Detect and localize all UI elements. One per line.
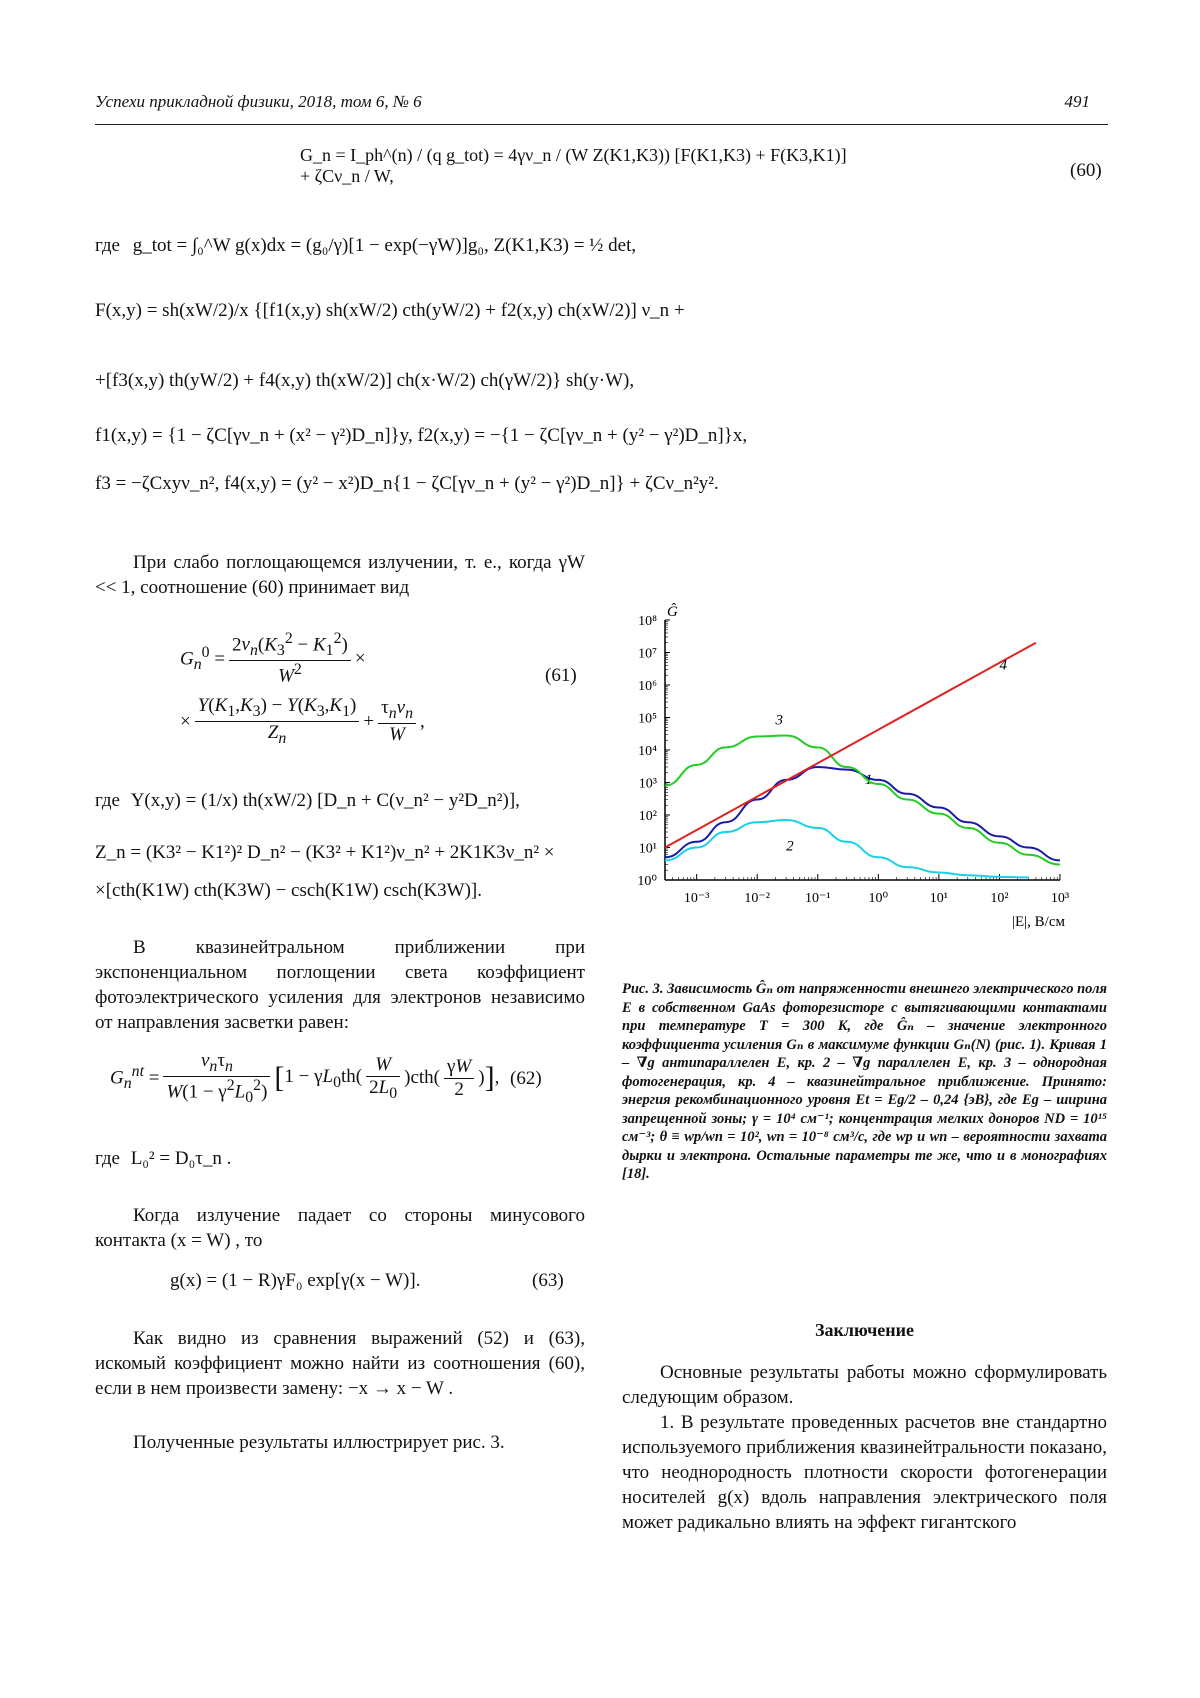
eq61-fraction-3: $\frac{\tau_n\nu_n}{W}$	[378, 697, 416, 746]
eq61-fraction-1: $\frac{2\nu_n(K_3^2 - K_1^2)}{W^2}$	[229, 630, 351, 687]
equation-63: g(x) = (1 − R)γF₀ exp[γ(x − W)].	[170, 1270, 421, 1291]
eq62-fraction-3: $\frac{\gamma W}{2}$	[444, 1056, 474, 1101]
eq61-fraction-2: $\frac{Y(K_1,K_3) - Y(K_3,K_1)}{Z_n}$	[195, 695, 360, 748]
equation-60	[300, 145, 860, 187]
equation-61-Z-line2: ×[cth(K1W) cth(K3W) − csch(K1W) csch(K3W)].	[95, 880, 483, 901]
paragraph-minus-contact: Когда излучение падает со стороны минусового контакта (x = W) , то	[95, 1205, 585, 1251]
equation-62-number: (62)	[510, 1068, 542, 1089]
conclusion-paragraph-2: 1. В результате проведенных расчетов вне стандартно используемого приближения квазинейтральности показано, что неоднородность плотности скорости фотогенерации носителей g(x) вдоль направления электрического поля может радикально влиять на эффект гигантского	[622, 1412, 1107, 1533]
x-tick-label: 10¹	[929, 891, 948, 906]
equation-62: $G_n^{nt}$ = $\frac{\nu_n\tau_n}{W(1 - \gamma^2L_0^2)}$ [ $1 - \gamma L_0th$( $\frac{W}{2L_0}$ )cth( $\frac{\gamma W}{2}$ ) ] ,	[110, 1050, 500, 1106]
equation-61-Z-line1: Z_n = (K3² − K1²)² D_n² − (K3² + K1²)ν_n² + 2K1K3ν_n² ×	[95, 842, 555, 863]
header-rule	[95, 124, 1108, 125]
equation-F-line1: F(x,y) = sh(xW/2)/x {[f1(x,y) sh(xW/2) cth(yW/2) + f2(x,y) ch(xW/2)] ν_n +	[95, 300, 685, 321]
conclusion-heading: Заключение	[815, 1320, 914, 1340]
eq62-fraction-2: $\frac{W}{2L_0}$	[366, 1054, 400, 1103]
x-tick-label: 10⁻³	[683, 891, 710, 906]
conclusion-paragraph-1: Основные результаты работы можно сформулировать следующим образом.	[622, 1362, 1107, 1408]
equation-61-where-Y	[95, 790, 595, 812]
equation-60-where	[95, 235, 1095, 257]
x-tick-label: 10⁻¹	[804, 891, 831, 906]
series-2-label: 2	[786, 838, 794, 855]
page-number: 491	[1064, 92, 1090, 111]
series-1-label: 1	[864, 771, 873, 788]
paragraph-weak-absorption: При слабо поглощающемся излучении, т. е., когда γW << 1, соотношение (60) принимает вид	[95, 552, 585, 598]
x-tick-label: 10⁰	[868, 891, 889, 906]
x-axis-label: |E|, В/см	[1012, 914, 1065, 930]
equation-63-number: (63)	[532, 1270, 564, 1291]
x-tick-label: 10⁻²	[744, 891, 771, 906]
series-3-line	[665, 735, 1060, 864]
where-label-61: где	[95, 790, 120, 811]
journal-header: Успехи прикладной физики, 2018, том 6, № 6	[95, 92, 422, 111]
equation-60-text: G_n = I_ph^(n) / (q g_tot) = 4γν_n / (W Z(K1,K3)) [F(K1,K3) + F(K3,K1)] + ζCν_n / W,	[300, 145, 847, 186]
equation-61-number: (61)	[545, 665, 577, 686]
x-tick-label: 10³	[1050, 891, 1070, 906]
equation-f34: f3 = −ζCxyν_n², f4(x,y) = (y² − x²)D_n{1 − ζC[γν_n + (y² − γ²)D_n]} + ζCν_n²y².	[95, 473, 719, 494]
y-tick-label: 10¹	[638, 841, 657, 857]
equation-61: $G_n^0$ = $\frac{2\nu_n(K_3^2 - K_1^2)}{W^2}$ × × $\frac{Y(K_1,K_3) - Y(K_3,K_1)}{Z_n}$ + $\frac{\tau_n\nu_n}{W}$ ,	[180, 630, 425, 748]
paragraph-figure-reference: Полученные результаты иллюстрирует рис. 3.	[133, 1432, 505, 1453]
y-tick-label: 10⁸	[638, 614, 657, 629]
series-4-line	[665, 643, 1036, 848]
series-4-label: 4	[999, 657, 1007, 674]
figure-3-caption-label: Рис. 3. Зависимость Ĝₙ от напряженности внешнего электрического поля E в собственном GaAs фоторезисторе с вытягивающими контактами при температуре T = 300 K,	[622, 981, 1107, 1034]
series-3-label: 3	[775, 712, 783, 729]
y-tick-label: 10²	[638, 809, 657, 824]
equation-62-where	[95, 1148, 495, 1170]
y-tick-label: 10⁷	[638, 646, 657, 662]
y-tick-label: 10³	[638, 776, 657, 792]
where-label-62: где	[95, 1148, 120, 1169]
y-axis-label: Ĝ	[667, 604, 678, 620]
figure-3-svg	[620, 598, 1090, 938]
l0-expression: L₀² = D₀τ_n .	[130, 1148, 232, 1169]
eq62-fraction-1: $\frac{\nu_n\tau_n}{W(1 - \gamma^2L_0^2)}$	[163, 1050, 270, 1107]
y-tick-label: 10⁴	[638, 744, 657, 759]
gtot-expression: g_tot = ∫₀^W g(x)dx = (g₀/γ)[1 − exp(−γW)]g₀, Z(K1,K3) = ½ det,	[132, 235, 637, 256]
g-n-0-symbol: $G_n^0$ =	[180, 643, 226, 673]
paragraph-quasineutral: В квазинейтральном приближении при экспоненциальном поглощении света коэффициент фотоэлектрического усиления для электронов независимо от направления засветки равен:	[95, 937, 585, 1033]
equation-F-line2: +[f3(x,y) th(yW/2) + f4(x,y) th(xW/2)] ch(x·W/2) ch(γW/2)} sh(y·W),	[95, 370, 635, 391]
y-tick-label: 10⁰	[637, 874, 657, 889]
x-tick-label: 10²	[990, 891, 1009, 906]
y-expression: Y(x,y) = (1/x) th(xW/2) [D_n + C(ν_n² − y²D_n²)],	[130, 790, 520, 811]
figure-3-chart	[620, 598, 1090, 938]
figure-3-caption	[622, 980, 1107, 1184]
where-label: где	[95, 235, 120, 256]
y-tick-label: 10⁵	[638, 711, 657, 727]
y-tick-label: 10⁶	[638, 679, 657, 694]
paragraph-comparison: Как видно из сравнения выражений (52) и (63), искомый коэффициент можно найти из соотношения (60), если в нем произвести замену: −x → x − W .	[95, 1328, 585, 1399]
equation-f12: f1(x,y) = {1 − ζC[γν_n + (x² − γ²)D_n]}y, f2(x,y) = −{1 − ζC[γν_n + (y² − γ²)D_n]}x,	[95, 425, 748, 446]
equation-60-number: (60)	[1070, 160, 1102, 181]
figure-3-caption-body: где Ĝₙ – значение электронного коэффициента усиления Gₙ в максимуме функции Gₙ(N) (рис. 1). Кривая 1 – ∇g антипараллелен E, кр. 2 – ∇g параллелен E, кр. 3 – однородная фотогенерация, кр. 4 – квазинейтральное приближение. Принято: энергия рекомбинационного уровня Et = Eg/2 – 0,24 {эВ}, где Eg – ширина запрещенной зоны; γ = 10⁴ см⁻¹; концентрация мелких доноров ND = 10¹⁵ см⁻³; θ ≡ wp/wn = 10², wn = 10⁻⁸ см³/с, где wp и wn – вероятности захвата дырки и электрона. Остальные параметры те же, что и в монографиях [18].	[622, 1018, 1107, 1182]
